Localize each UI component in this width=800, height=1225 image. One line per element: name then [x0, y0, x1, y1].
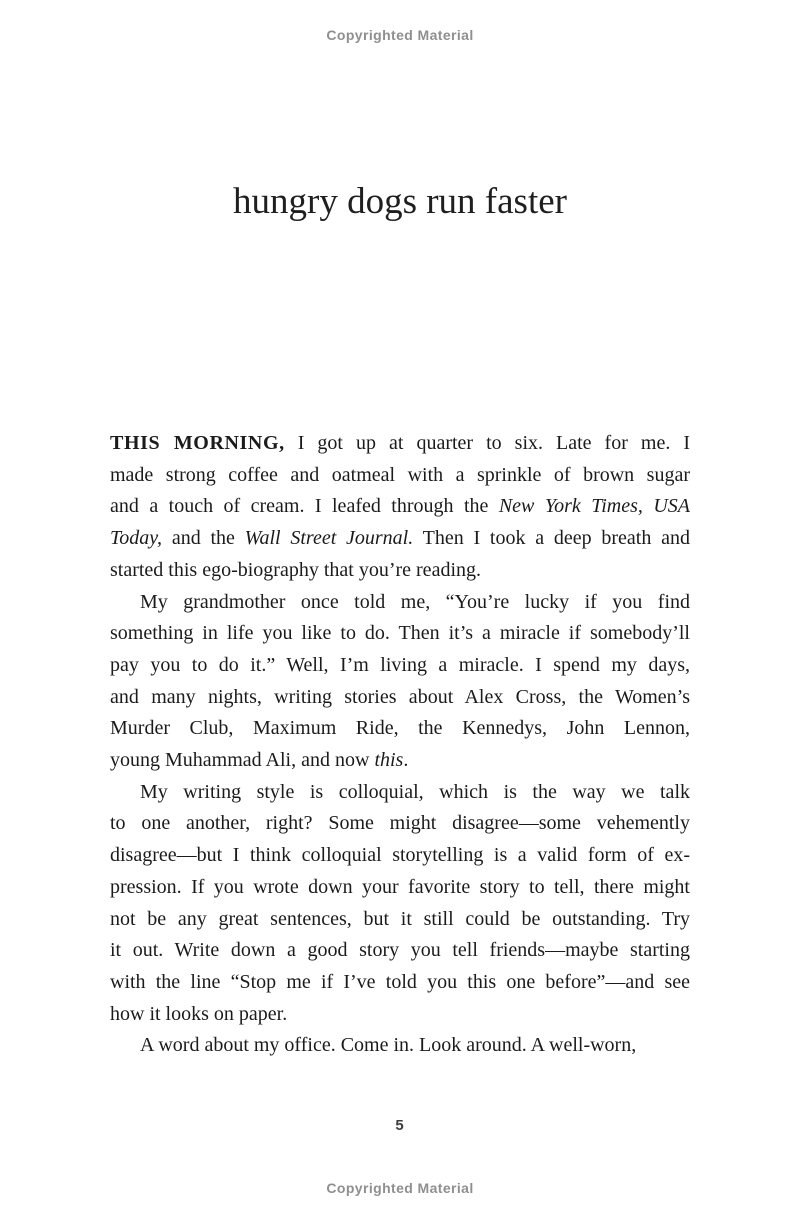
italic-text: Wall Street Journal.	[244, 527, 414, 550]
plain-text: young Muhammad Ali, and now	[110, 749, 375, 772]
page-number: 5	[395, 1117, 405, 1134]
body-line	[110, 618, 690, 650]
body-line	[110, 428, 690, 460]
plain-text: something in life you like to do. Then it’s a miracle if somebody’ll	[110, 622, 690, 645]
plain-text: with the line “Stop me if I’ve told you this one before”—and see	[110, 970, 690, 993]
plain-text: and the	[162, 527, 245, 550]
body-line	[110, 650, 690, 682]
paragraph	[110, 587, 690, 777]
body-line	[110, 967, 690, 999]
body-line	[110, 808, 690, 840]
lead-in-text: THIS MORNING,	[110, 432, 285, 454]
plain-text: made strong coffee and oatmeal with a sprinkle of brown sugar	[110, 463, 690, 486]
plain-text: My writing style is colloquial, which is the way we talk	[140, 780, 690, 803]
paragraph	[110, 428, 690, 587]
plain-text: A word about my office. Come in. Look around. A well-worn,	[140, 1034, 637, 1057]
plain-text: .	[403, 749, 409, 772]
body-line	[110, 555, 690, 587]
plain-text: and a touch of cream. I leafed through the	[110, 495, 499, 518]
italic-text: this	[374, 749, 404, 772]
plain-text: it out. Write down a good story you tell friends—maybe starting	[110, 939, 690, 962]
chapter-title: hungry dogs run faster	[233, 181, 567, 222]
copyright-notice-bottom: Copyrighted Material	[326, 1180, 474, 1196]
plain-text: Then I took a deep breath and	[413, 527, 691, 550]
plain-text: disagree—but I think colloquial storytelling is a valid form of ex-	[110, 844, 690, 867]
body-line	[110, 904, 690, 936]
plain-text: not be any great sentences, but it still could be outstanding. Try	[110, 907, 690, 930]
plain-text: pay you to do it.” Well, I’m living a miracle. I spend my days,	[110, 653, 690, 676]
italic-text: Today,	[110, 527, 163, 550]
copyright-notice-top: Copyrighted Material	[326, 27, 474, 43]
body-line	[110, 460, 690, 492]
body-line	[110, 872, 690, 904]
plain-text: and many nights, writing stories about Alex Cross, the Women’s	[110, 685, 690, 708]
plain-text: to one another, right? Some might disagree—some vehemently	[110, 812, 690, 835]
body-line	[110, 682, 690, 714]
body-line	[110, 999, 690, 1031]
body-line	[110, 523, 690, 555]
plain-text: My grandmother once told me, “You’re lucky if you find	[140, 590, 690, 613]
plain-text: Murder Club, Maximum Ride, the Kennedys, John Lennon,	[110, 717, 690, 740]
plain-text: how it looks on paper.	[110, 1002, 288, 1025]
body-line	[110, 713, 690, 745]
body-line	[110, 777, 690, 809]
plain-text: started this ego-biography that you’re reading.	[110, 558, 481, 581]
body-line	[110, 587, 690, 619]
body-line	[110, 1030, 690, 1062]
body-text	[110, 428, 690, 1062]
plain-text: I got up at quarter to six. Late for me. I	[284, 432, 690, 454]
body-line	[110, 935, 690, 967]
body-line	[110, 491, 690, 523]
plain-text: pression. If you wrote down your favorite story to tell, there might	[110, 875, 690, 898]
body-line	[110, 840, 690, 872]
paragraph	[110, 1030, 690, 1062]
body-line	[110, 745, 690, 777]
italic-text: New York Times, USA	[498, 495, 690, 518]
paragraph	[110, 777, 690, 1031]
